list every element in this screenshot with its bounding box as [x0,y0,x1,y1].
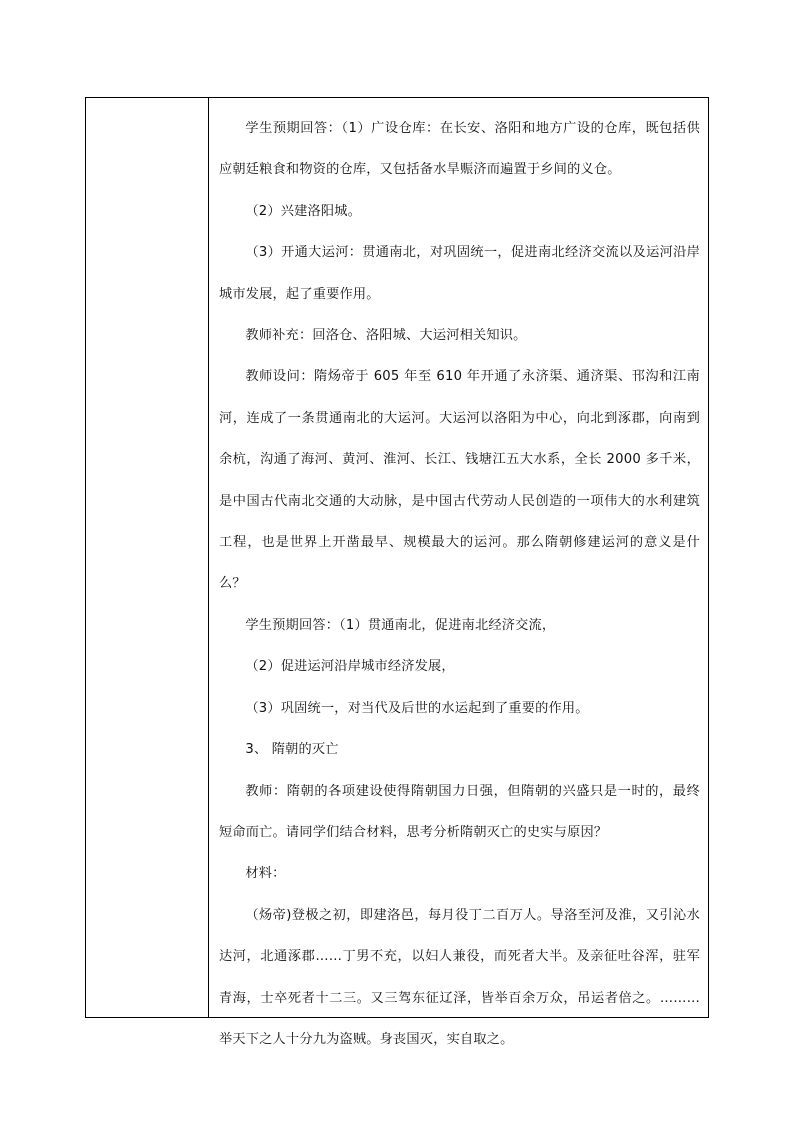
paragraph-student-answer-1: 学生预期回答：（1）广设仓库：在长安、洛阳和地方广设的仓库，既包括供应朝廷粮食和物资的仓库，又包括备水旱赈济而遍置于乡间的义仓。 [219,121,700,178]
paragraph-answer-luoyang: （2）兴建洛阳城。 [245,203,362,219]
material-label: 材料： [245,866,286,882]
table-left-cell [86,98,209,1017]
paragraph-answer-canal: （3）开通大运河：贯通南北，对巩固统一，促进南北经济交流以及运河沿岸城市发展，起了重要作用。 [219,245,700,302]
paragraph-teacher-fall: 教师：隋朝的各项建设使得隋朝国力日强，但隋朝的兴盛只是一时的，最终短命而亡。请同学们结合材料，思考分析隋朝灭亡的史实与原因？ [219,783,700,840]
paragraph-answer-unity: （3）巩固统一，对当代及后世的水运起到了重要的作用。 [245,700,589,716]
paragraph-historical-material: （炀帝)登极之初，即建洛邑，每月役丁二百万人。导洛至河及淮，又引沁水达河，北通涿郡……丁男不充，以妇人兼役，而死者大半。及亲征吐谷浑，驻军青海，士卒死者十二三。又三驾东征辽泽，皆举百余万众，吊运者倍之。………举天下之人十分九为盗贼。身丧国灭，实自取之。 [219,907,700,1047]
lesson-table [85,97,709,1047]
paragraph-teacher-question-canal: 教师设问：隋炀帝于 605 年至 610 年开通了永济渠、通济渠、邗沟和江南河，连成了一条贯通南北的大运河。大运河以洛阳为中心，向北到涿郡，向南到余杭，沟通了海河、黄河、淮河、长江、钱塘江五大水系，全长 2000 多千米，是中国古代南北交通的大动脉，是中国古代劳动人民创造的一项伟大的水利建筑工程，也是世界上开凿最早、规模最大的运河。那么隋朝修建运河的意义是什么？ [219,369,700,592]
paragraph-teacher-supplement: 教师补充：回洛仓、洛阳城、大运河相关知识。 [245,328,527,344]
paragraph-answer-cities: （2）促进运河沿岸城市经济发展， [245,659,455,675]
table-content-cell [209,98,708,1047]
paragraph-student-answer-2: 学生预期回答：（1）贯通南北，促进南北经济交流， [245,617,556,633]
section-heading-sui-fall: 3、 隋朝的灭亡 [245,742,339,758]
